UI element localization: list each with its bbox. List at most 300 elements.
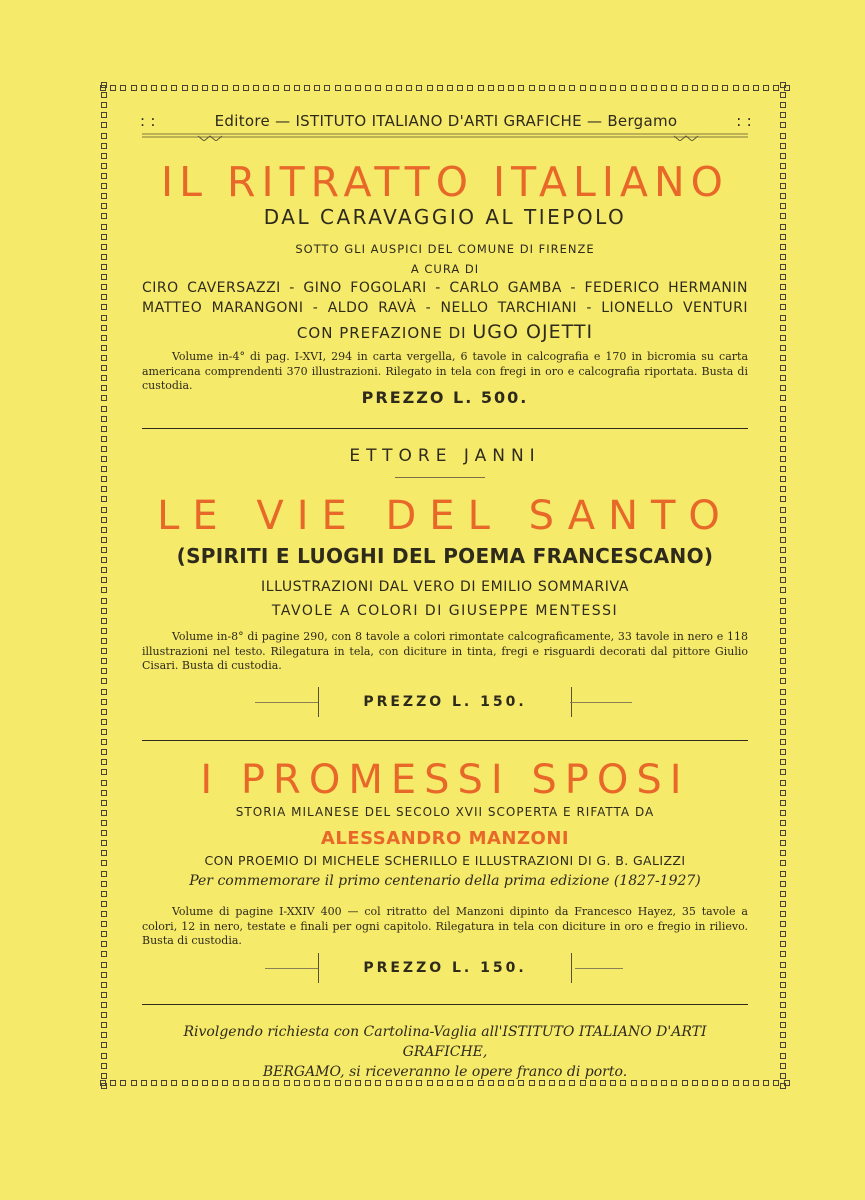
border-square [780, 385, 786, 391]
border-square [780, 992, 786, 998]
border-square [101, 901, 107, 907]
border-right [777, 82, 789, 1090]
border-square [101, 537, 107, 543]
border-square [780, 739, 786, 745]
border-square [780, 598, 786, 604]
border-square [110, 85, 116, 91]
border-square [101, 577, 107, 583]
border-square [101, 648, 107, 654]
border-square [780, 557, 786, 563]
border-square [101, 1042, 107, 1048]
border-square [780, 881, 786, 887]
border-square [780, 254, 786, 260]
border-square [780, 648, 786, 654]
border-square [101, 871, 107, 877]
border-square [101, 587, 107, 593]
border-square [780, 820, 786, 826]
border-square [780, 133, 786, 139]
border-square [202, 85, 208, 91]
border-square [498, 85, 504, 91]
border-square [671, 85, 677, 91]
border-square [733, 85, 739, 91]
border-square [273, 85, 279, 91]
border-square [437, 85, 443, 91]
border-square [101, 365, 107, 371]
book2-price-box [318, 687, 572, 717]
border-square [780, 153, 786, 159]
border-square [780, 163, 786, 169]
border-square [101, 699, 107, 705]
border-square [780, 810, 786, 816]
border-square [131, 1080, 137, 1086]
ordering-note-line2: BERGAMO, si riceveranno le opere franco di porto. [262, 1064, 628, 1080]
border-square [780, 203, 786, 209]
border-square [780, 871, 786, 877]
border-square [651, 85, 657, 91]
border-square [780, 183, 786, 189]
book3-price-box [318, 953, 572, 983]
border-square [780, 962, 786, 968]
border-square [101, 274, 107, 280]
book2-author-rule [395, 477, 485, 478]
border-square [478, 85, 484, 91]
border-square [161, 85, 167, 91]
book1-names-line1: CIRO CAVERSAZZI - GINO FOGOLARI - CARLO GAMBA - FEDERICO HERMANIN [142, 280, 748, 296]
border-square [101, 1083, 107, 1089]
border-square [212, 85, 218, 91]
border-square [780, 911, 786, 917]
border-square [101, 810, 107, 816]
border-square [101, 476, 107, 482]
border-square [620, 85, 626, 91]
border-square [101, 1053, 107, 1059]
border-square [101, 780, 107, 786]
border-square [101, 426, 107, 432]
border-square [101, 951, 107, 957]
border-square [780, 92, 786, 98]
book1-price: PREZZO L. 500. [361, 388, 529, 407]
border-square [386, 85, 392, 91]
book3-title: I PROMESSI SPOSI [200, 757, 690, 803]
border-square [101, 82, 107, 88]
border-square [101, 962, 107, 968]
publisher-left-mark: : : [140, 112, 156, 130]
border-square [641, 85, 647, 91]
border-square [467, 85, 473, 91]
border-top [100, 82, 790, 94]
border-square [101, 496, 107, 502]
border-square [753, 85, 759, 91]
border-square [345, 85, 351, 91]
border-square [780, 365, 786, 371]
border-square [780, 325, 786, 331]
border-square [101, 1073, 107, 1079]
border-square [101, 618, 107, 624]
border-square [780, 264, 786, 270]
border-square [101, 1063, 107, 1069]
border-square [101, 406, 107, 412]
border-square [101, 203, 107, 209]
border-square [427, 85, 433, 91]
border-square [101, 244, 107, 250]
border-square [780, 891, 786, 897]
border-square [780, 446, 786, 452]
border-square [780, 1063, 786, 1069]
border-square [101, 982, 107, 988]
border-square [780, 122, 786, 128]
border-square [101, 658, 107, 664]
publisher-rule [142, 133, 748, 141]
border-square [780, 193, 786, 199]
border-square [101, 891, 107, 897]
border-square [780, 355, 786, 361]
border-square [101, 304, 107, 310]
border-square [110, 1080, 116, 1086]
book2-author: ETTORE JANNI [349, 446, 541, 466]
border-square [101, 436, 107, 442]
border-square [780, 294, 786, 300]
book3-author: ALESSANDRO MANZONI [320, 828, 570, 849]
book1-preface [142, 321, 748, 343]
section-divider [142, 1004, 748, 1005]
border-square [780, 860, 786, 866]
price-line-left [265, 968, 318, 969]
border-square [763, 1080, 769, 1086]
border-square [416, 85, 422, 91]
border-square [101, 678, 107, 684]
border-square [780, 901, 786, 907]
border-square [192, 85, 198, 91]
border-square [101, 759, 107, 765]
border-square [101, 284, 107, 290]
border-square [763, 85, 769, 91]
border-square [120, 85, 126, 91]
border-square [101, 325, 107, 331]
border-square [780, 517, 786, 523]
border-square [101, 972, 107, 978]
border-square [780, 284, 786, 290]
border-square [780, 456, 786, 462]
border-square [780, 972, 786, 978]
border-square [101, 800, 107, 806]
book1-title: IL RITRATTO ITALIANO [161, 158, 729, 206]
border-square [101, 183, 107, 189]
border-square [101, 446, 107, 452]
border-square [101, 638, 107, 644]
border-square [780, 547, 786, 553]
border-square [304, 85, 310, 91]
border-square [101, 254, 107, 260]
border-square [780, 213, 786, 219]
border-square [101, 213, 107, 219]
border-square [780, 658, 786, 664]
border-square [101, 567, 107, 573]
border-square [222, 85, 228, 91]
border-square [780, 941, 786, 947]
border-square [780, 921, 786, 927]
border-square [780, 800, 786, 806]
border-square [101, 193, 107, 199]
border-square [101, 709, 107, 715]
border-square [263, 85, 269, 91]
border-square [171, 85, 177, 91]
border-square [692, 85, 698, 91]
book2-illustrations: ILLUSTRAZIONI DAL VERO DI EMILIO SOMMARIVA [261, 579, 629, 595]
price-line-left [255, 702, 318, 703]
section-divider [142, 428, 748, 429]
ordering-note-line1: Rivolgendo richiesta con Cartolina-Vaglia all'ISTITUTO ITALIANO D'ARTI GRAFICHE, [183, 1024, 707, 1060]
book3-commemoration: Per commemorare il primo centenario della prima edizione (1827-1927) [189, 873, 701, 889]
border-square [753, 1080, 759, 1086]
border-square [780, 426, 786, 432]
border-square [780, 173, 786, 179]
border-square [780, 375, 786, 381]
border-square [131, 85, 137, 91]
border-square [722, 85, 728, 91]
border-square [529, 85, 535, 91]
border-square [780, 244, 786, 250]
border-square [780, 668, 786, 674]
border-square [780, 618, 786, 624]
border-square [780, 1053, 786, 1059]
border-square [101, 881, 107, 887]
border-square [314, 85, 320, 91]
border-square [101, 1032, 107, 1038]
border-square [780, 537, 786, 543]
border-square [743, 85, 749, 91]
border-square [559, 85, 565, 91]
border-square [780, 234, 786, 240]
book1-subtitle: DAL CARAVAGGIO AL TIEPOLO [263, 205, 627, 229]
border-square [780, 830, 786, 836]
border-square [101, 294, 107, 300]
border-square [396, 85, 402, 91]
border-square [780, 850, 786, 856]
border-square [101, 608, 107, 614]
border-square [101, 264, 107, 270]
border-square [294, 85, 300, 91]
border-square [780, 1002, 786, 1008]
border-square [780, 102, 786, 108]
border-square [101, 355, 107, 361]
border-square [780, 567, 786, 573]
border-square [780, 982, 786, 988]
border-square [101, 769, 107, 775]
border-square [780, 143, 786, 149]
border-left [98, 82, 110, 1090]
border-square [780, 274, 786, 280]
border-square [780, 1032, 786, 1038]
border-square [335, 85, 341, 91]
book3-price: PREZZO L. 150. [363, 960, 527, 976]
border-square [243, 85, 249, 91]
border-square [780, 608, 786, 614]
border-square [101, 153, 107, 159]
border-square [682, 85, 688, 91]
border-square [141, 85, 147, 91]
border-square [600, 85, 606, 91]
border-square [101, 527, 107, 533]
border-square [101, 860, 107, 866]
border-square [406, 85, 412, 91]
border-square [569, 85, 575, 91]
border-square [780, 931, 786, 937]
border-square [101, 921, 107, 927]
border-square [488, 85, 494, 91]
border-square [780, 486, 786, 492]
border-square [712, 85, 718, 91]
book1-auspices: SOTTO GLI AUSPICI DEL COMUNE DI FIRENZE [295, 242, 595, 256]
border-square [101, 102, 107, 108]
book3-credits: CON PROEMIO DI MICHELE SCHERILLO E ILLUSTRAZIONI DI G. B. GALIZZI [204, 853, 686, 868]
book2-description: Volume in-8° di pagine 290, con 8 tavole a colori rimontate calcograficamente, 33 tavole in nero e 118 illustrazioni nel testo. Rilegatura in tela, con diciture in tinta, fregi e risguardi decorati dal pittore Giulio Cisari. Busta di custodia. [142, 630, 748, 672]
border-square [780, 587, 786, 593]
border-square [590, 85, 596, 91]
border-square [101, 385, 107, 391]
border-square [780, 466, 786, 472]
border-square [101, 992, 107, 998]
border-square [780, 709, 786, 715]
border-square [101, 133, 107, 139]
publisher-line [140, 112, 752, 130]
border-square [101, 739, 107, 745]
border-square [780, 82, 786, 88]
border-square [101, 719, 107, 725]
border-square [549, 85, 555, 91]
border-square [780, 335, 786, 341]
border-square [702, 85, 708, 91]
border-square [101, 375, 107, 381]
border-square [780, 436, 786, 442]
border-square [780, 304, 786, 310]
book3-subtitle: STORIA MILANESE DEL SECOLO XVII SCOPERTA E RIFATTA DA [235, 805, 655, 819]
border-square [780, 1083, 786, 1089]
border-square [780, 689, 786, 695]
border-square [101, 557, 107, 563]
border-square [101, 234, 107, 240]
border-square [508, 85, 514, 91]
border-square [101, 335, 107, 341]
border-square [580, 85, 586, 91]
book1-curated-by: A CURA DI [410, 262, 480, 276]
border-square [780, 1012, 786, 1018]
border-square [233, 85, 239, 91]
border-square [101, 507, 107, 513]
book1-description: Volume in-4° di pag. I-XVI, 294 in carta vergella, 6 tavole in calcografia e 170 in bicromia su carta americana comprendenti 370 illustrazioni. Rilegato in tela con fregi in oro e calcografia riportata. Busta di custodia. [142, 350, 748, 392]
border-square [101, 486, 107, 492]
book1-names-line2: MATTEO MARANGONI - ALDO RAVÀ - NELLO TARCHIANI - LIONELLO VENTURI [142, 300, 748, 316]
border-square [284, 85, 290, 91]
border-square [780, 638, 786, 644]
book2-subtitle: (SPIRITI E LUOGHI DEL POEMA FRANCESCANO) [176, 544, 714, 568]
border-square [151, 85, 157, 91]
border-square [780, 406, 786, 412]
border-square [780, 769, 786, 775]
border-square [780, 224, 786, 230]
border-square [780, 759, 786, 765]
publisher-name: Editore — ISTITUTO ITALIANO D'ARTI GRAFICHE — Bergamo [214, 112, 678, 130]
border-square [780, 719, 786, 725]
border-square [101, 729, 107, 735]
border-square [780, 345, 786, 351]
border-square [365, 85, 371, 91]
border-square [780, 1022, 786, 1028]
border-square [101, 547, 107, 553]
border-square [780, 1073, 786, 1079]
border-square [101, 749, 107, 755]
border-square [101, 790, 107, 796]
border-square [447, 85, 453, 91]
publisher-right-mark: : : [736, 112, 752, 130]
border-square [780, 416, 786, 422]
border-square [101, 92, 107, 98]
border-square [780, 395, 786, 401]
border-square [101, 931, 107, 937]
border-square [610, 85, 616, 91]
border-square [101, 850, 107, 856]
border-square [518, 85, 524, 91]
border-square [101, 112, 107, 118]
border-square [780, 315, 786, 321]
border-square [101, 830, 107, 836]
price-line-right [570, 702, 632, 703]
border-square [101, 517, 107, 523]
border-square [780, 628, 786, 634]
border-square [101, 456, 107, 462]
border-square [780, 577, 786, 583]
border-square [101, 820, 107, 826]
border-square [101, 1002, 107, 1008]
border-square [182, 85, 188, 91]
book1-preface-author: UGO OJETTI [472, 321, 594, 343]
border-square [101, 345, 107, 351]
border-square [101, 840, 107, 846]
book2-price: PREZZO L. 150. [363, 694, 527, 710]
border-square [661, 85, 667, 91]
border-square [101, 1012, 107, 1018]
border-square [101, 1022, 107, 1028]
border-square [780, 729, 786, 735]
border-square [780, 699, 786, 705]
border-square [101, 911, 107, 917]
border-square [101, 941, 107, 947]
border-square [780, 527, 786, 533]
border-square [457, 85, 463, 91]
border-square [101, 143, 107, 149]
section-divider [142, 740, 748, 741]
border-square [101, 689, 107, 695]
book1-preface-label: CON PREFAZIONE DI [296, 324, 467, 342]
border-square [780, 507, 786, 513]
border-square [780, 749, 786, 755]
border-square [631, 85, 637, 91]
border-square [101, 416, 107, 422]
border-square [780, 840, 786, 846]
border-square [101, 315, 107, 321]
border-square [539, 85, 545, 91]
border-square [101, 224, 107, 230]
border-square [101, 163, 107, 169]
border-square [253, 85, 259, 91]
book2-plates: TAVOLE A COLORI DI GIUSEPPE MENTESSI [271, 603, 619, 619]
border-square [120, 1080, 126, 1086]
border-square [101, 668, 107, 674]
price-line-right [575, 968, 623, 969]
book3-description: Volume di pagine I-XXIV 400 — col ritratto del Manzoni dipinto da Francesco Hayez, 35 tavole a colori, 12 in nero, testate e finali per ogni capitolo. Rilegatura in tela con diciture in oro e fregio in rilievo. Busta di custodia. [142, 905, 748, 947]
ordering-note [142, 1022, 748, 1082]
border-square [375, 85, 381, 91]
border-square [101, 466, 107, 472]
